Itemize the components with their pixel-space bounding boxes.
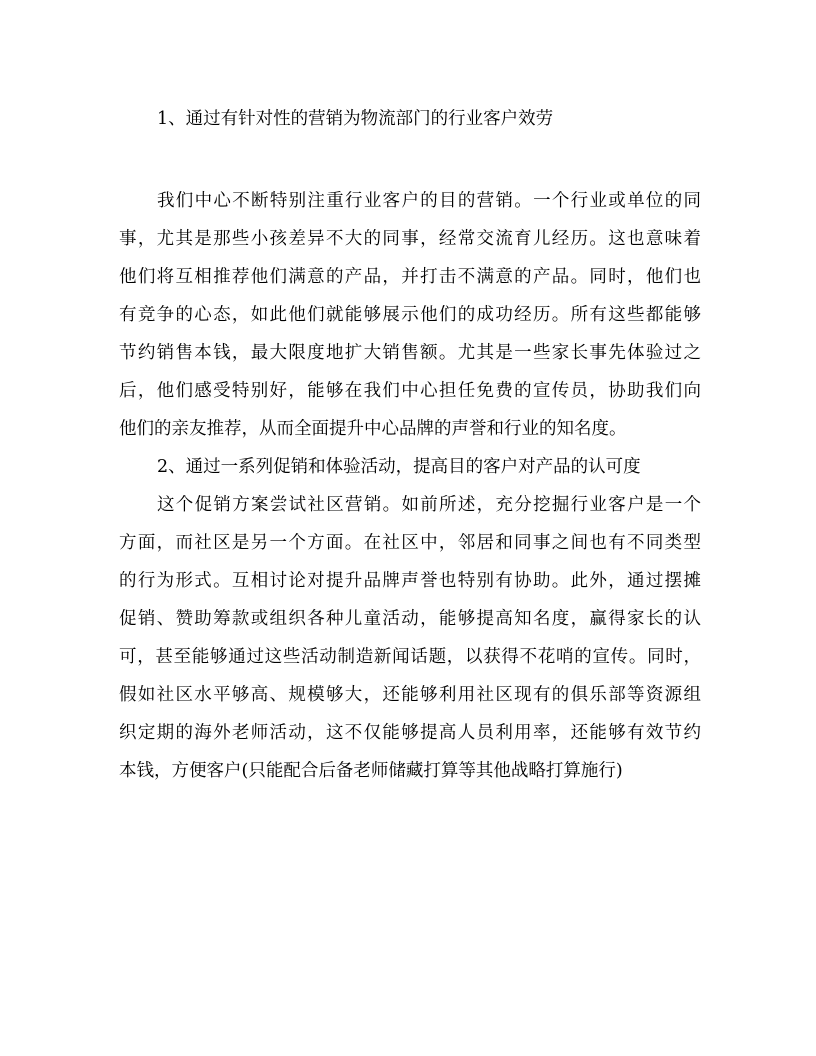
paragraph-line: 方面，而社区是另一个方面。在社区中，邻居和同事之间也有不同类型: [119, 533, 701, 553]
paragraph-line: 他们的亲友推荐，从而全面提升中心品牌的声誉和行业的知名度。: [119, 419, 627, 439]
paragraph-line: 他们将互相推荐他们满意的产品，并打击不满意的产品。同时，他们也: [119, 267, 701, 287]
paragraph-line: 假如社区水平够高、规模够大，还能够利用社区现有的俱乐部等资源组: [119, 685, 701, 705]
section-heading-1: 1、通过有针对性的营销为物流部门的行业客户效劳: [157, 109, 554, 129]
paragraph-line: 后，他们感受特别好，能够在我们中心担任免费的宣传员，协助我们向: [119, 381, 701, 401]
paragraph-line: 这个促销方案尝试社区营销。如前所述，充分挖掘行业客户是一个: [157, 495, 701, 515]
section-heading-2: 2、通过一系列促销和体验活动，提高目的客户对产品的认可度: [157, 457, 641, 477]
paragraph-line: 事，尤其是那些小孩差异不大的同事，经常交流育儿经历。这也意味着: [119, 229, 701, 249]
paragraph-line: 我们中心不断特别注重行业客户的目的营销。一个行业或单位的同: [157, 191, 701, 211]
paragraph-line: 织定期的海外老师活动，这不仅能够提高人员利用率，还能够有效节约: [119, 723, 701, 743]
paragraph-line: 本钱，方便客户(只能配合后备老师储藏打算等其他战略打算施行): [119, 761, 623, 781]
paragraph-line: 可，甚至能够通过这些活动制造新闻话题，以获得不花哨的宣传。同时，: [119, 647, 701, 667]
paragraph-line: 节约销售本钱，最大限度地扩大销售额。尤其是一些家长事先体验过之: [119, 343, 701, 363]
paragraph-line: 促销、赞助筹款或组织各种儿童活动，能够提高知名度，赢得家长的认: [119, 609, 701, 629]
paragraph-line: 的行为形式。互相讨论对提升品牌声誉也特别有协助。此外，通过摆摊: [119, 571, 701, 591]
paragraph-line: 有竞争的心态，如此他们就能够展示他们的成功经历。所有这些都能够: [119, 305, 701, 325]
